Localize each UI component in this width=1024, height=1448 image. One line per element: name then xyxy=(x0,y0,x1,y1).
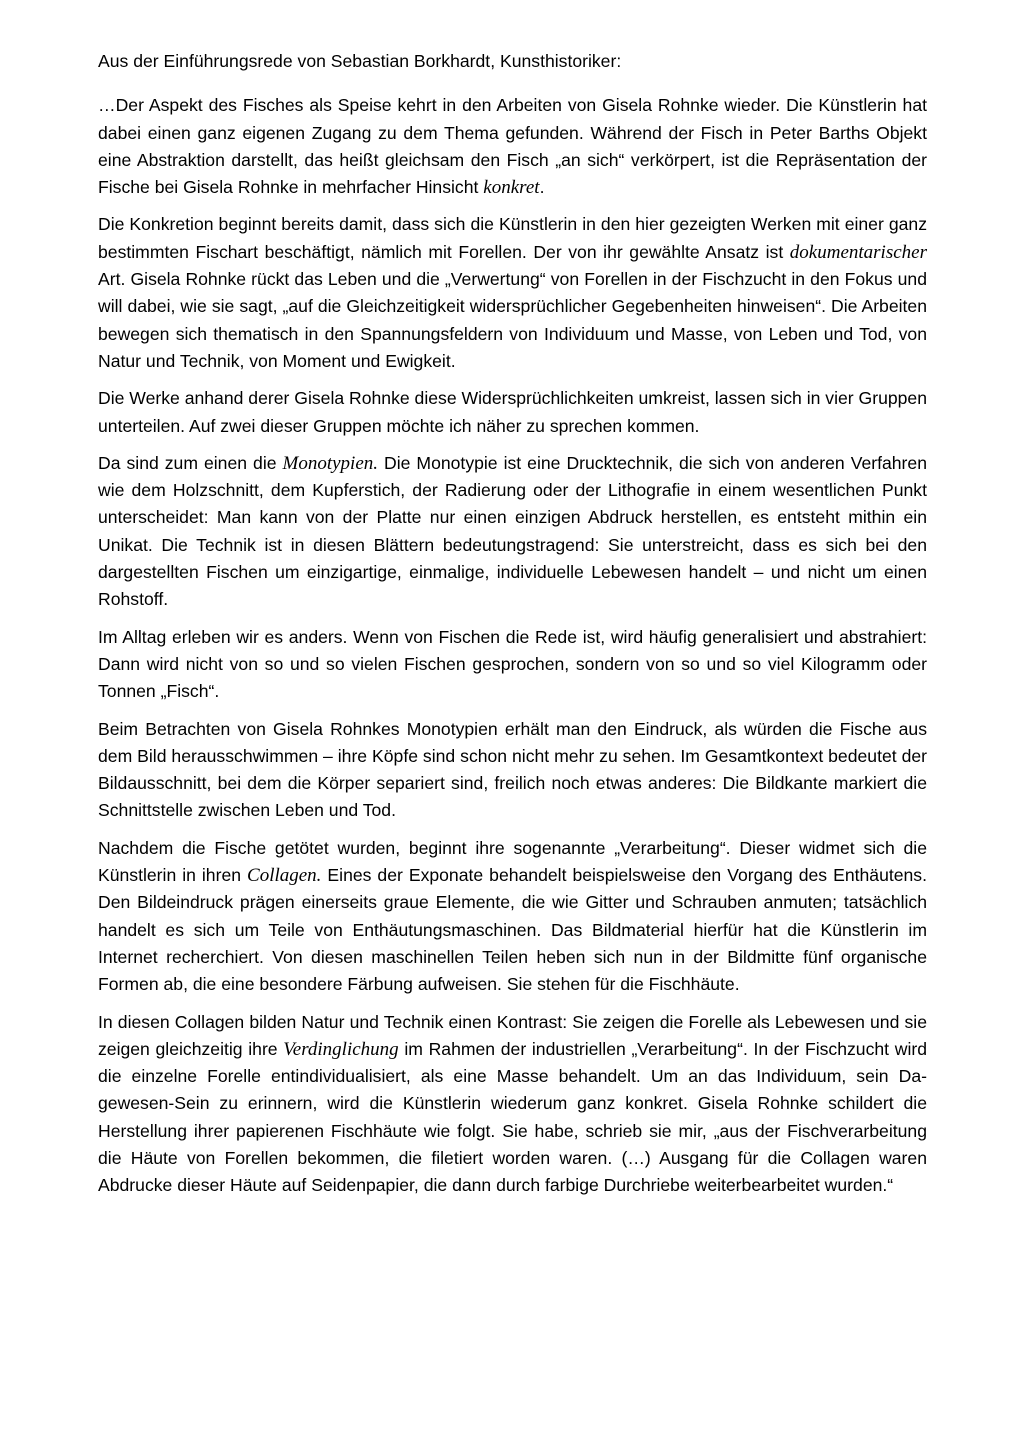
emphasis-dokumentarischer: dokumentarischer xyxy=(789,241,927,263)
emphasis-monotypien: Monotypien. xyxy=(282,452,379,474)
paragraph-8 xyxy=(98,1009,927,1200)
text-run: . xyxy=(539,177,545,198)
text-run: Art. Gisela Rohnke rückt das Leben und die „Verwertung“ von Forellen in der Fischzucht in den Fokus und will dabei, wie sie sagt, „auf die Gleichzeitigkeit widersprüchlicher Gegebenheiten hinweisen“. Die Arbeiten bewegen sich thematisch in den Spannungsfeldern von Individuum und Masse, von Leben und Tod, von Natur und Technik, von Moment und Ewigkeit. xyxy=(98,269,927,371)
intro-line: Aus der Einführungsrede von Sebastian Borkhardt, Kunsthistoriker: xyxy=(98,51,622,71)
text-run: Die Monotypie ist eine Drucktechnik, die sich von anderen Verfahren wie dem Holzschnitt, dem Kupferstich, der Radierung oder der Lithografie in einem wesentlichen Punkt unterscheidet: Man kann von der Platte nur einen einzigen Abdruck herstellen, es entsteht mithin ein Unikat. Die Technik ist in diesen Blättern bedeutungstragend: Sie unterstreicht, dass es sich bei den dargestellten Fischen um einzigartige, einmalige, individuelle Lebewesen handelt – und nicht um einen Rohstoff. xyxy=(98,452,927,610)
paragraph-7 xyxy=(98,835,927,999)
emphasis-collagen: Collagen. xyxy=(247,865,322,887)
text-run: Beim Betrachten von Gisela Rohnkes Monotypien erhält man den Eindruck, als würden die Fische aus dem Bild herausschwimmen – ihre Köpfe sind schon nicht mehr zu sehen. Im Gesamtkontext bedeutet der Bildausschnitt, bei dem die Körper separiert sind, freilich noch etwas anderes: Die Bildkante markiert die Schnittstelle zwischen Leben und Tod. xyxy=(98,718,927,821)
paragraph-3 xyxy=(98,385,927,440)
text-run: In diesen Collagen bilden Natur und Technik einen Kontrast: Sie zeigen die Forelle als Lebewesen und sie zeigen gleichzeitig ihre xyxy=(98,1011,927,1059)
text-run: Nachdem die Fische getötet wurden, beginnt ihre sogenannte „Verarbeitung“. Dieser widmet sich die Künstlerin in ihren xyxy=(98,837,927,886)
text-run: Die Konkretion beginnt bereits damit, dass sich die Künstlerin in den hier gezeigten Werken mit einer ganz bestimmten Fischart beschäftigt, nämlich mit Forellen. Der von ihr gewählte Ansatz ist xyxy=(98,214,927,262)
paragraph-2 xyxy=(98,211,927,375)
text-run: …Der Aspekt des Fisches als Speise kehrt in den Arbeiten von Gisela Rohnke wieder. Die Künstlerin hat dabei einen ganz eigenen Zugang zu dem Thema gefunden. Während der Fisch in Peter Barths Objekt eine Abstraktion darstellt, das heißt gleichsam den Fisch „an sich“ verkörpert, ist die Repräsentation der Fische bei Gisela Rohnke in mehrfacher Hinsicht xyxy=(98,95,927,198)
paragraph-6 xyxy=(98,716,927,825)
document-page xyxy=(98,48,927,1210)
paragraph-1 xyxy=(98,92,927,201)
text-run: Im Alltag erleben wir es anders. Wenn von Fischen die Rede ist, wird häufig generalisiert und abstrahiert: Dann wird nicht von so und so vielen Fischen gesprochen, sondern von so und so viel Kilogramm oder Tonnen „Fisch“. xyxy=(98,626,927,702)
text-run: Die Werke anhand derer Gisela Rohnke diese Widersprüchlichkeiten umkreist, lassen sich in vier Gruppen unterteilen. Auf zwei dieser Gruppen möchte ich näher zu sprechen kommen. xyxy=(98,388,927,436)
text-run: Da sind zum einen die xyxy=(98,452,283,473)
emphasis-verdinglichung: Verdinglichung xyxy=(283,1038,399,1060)
emphasis-konkret: konkret xyxy=(483,177,540,199)
text-run: im Rahmen der industriellen „Verarbeitung“. In der Fischzucht wird die einzelne Forelle entindividualisiert, als eine Masse behandelt. Um an das Individuum, sein Da-gewesen-Sein zu erinnern, wird die Künstlerin wiederum ganz konkret. Gisela Rohnke schildert die Herstellung ihrer papierenen Fischhäute wie folgt. Sie habe, schrieb sie mir, „aus der Fischverarbeitung die Häute von Forellen bekommen, die filetiert worden waren. (…) Ausgang für die Collagen waren Abdrucke dieser Häute auf Seidenpapier, die dann durch farbige Durchriebe weiterbearbeitet wurden.“ xyxy=(98,1038,927,1196)
text-run: Eines der Exponate behandelt beispielsweise den Vorgang des Enthäutens. Den Bildeindruck prägen einerseits graue Elemente, die wie Gitter und Schrauben anmuten; tatsächlich handelt es sich um Teile von Enthäutungsmaschinen. Das Bildmaterial hierfür hat die Künstlerin im Internet recherchiert. Von diesen maschinellen Teilen heben sich nun in der Bildmitte fünf organische Formen ab, die eine besondere Färbung aufweisen. Sie stehen für die Fischhäute. xyxy=(98,865,927,995)
paragraph-4 xyxy=(98,450,927,614)
paragraph-5 xyxy=(98,624,927,706)
